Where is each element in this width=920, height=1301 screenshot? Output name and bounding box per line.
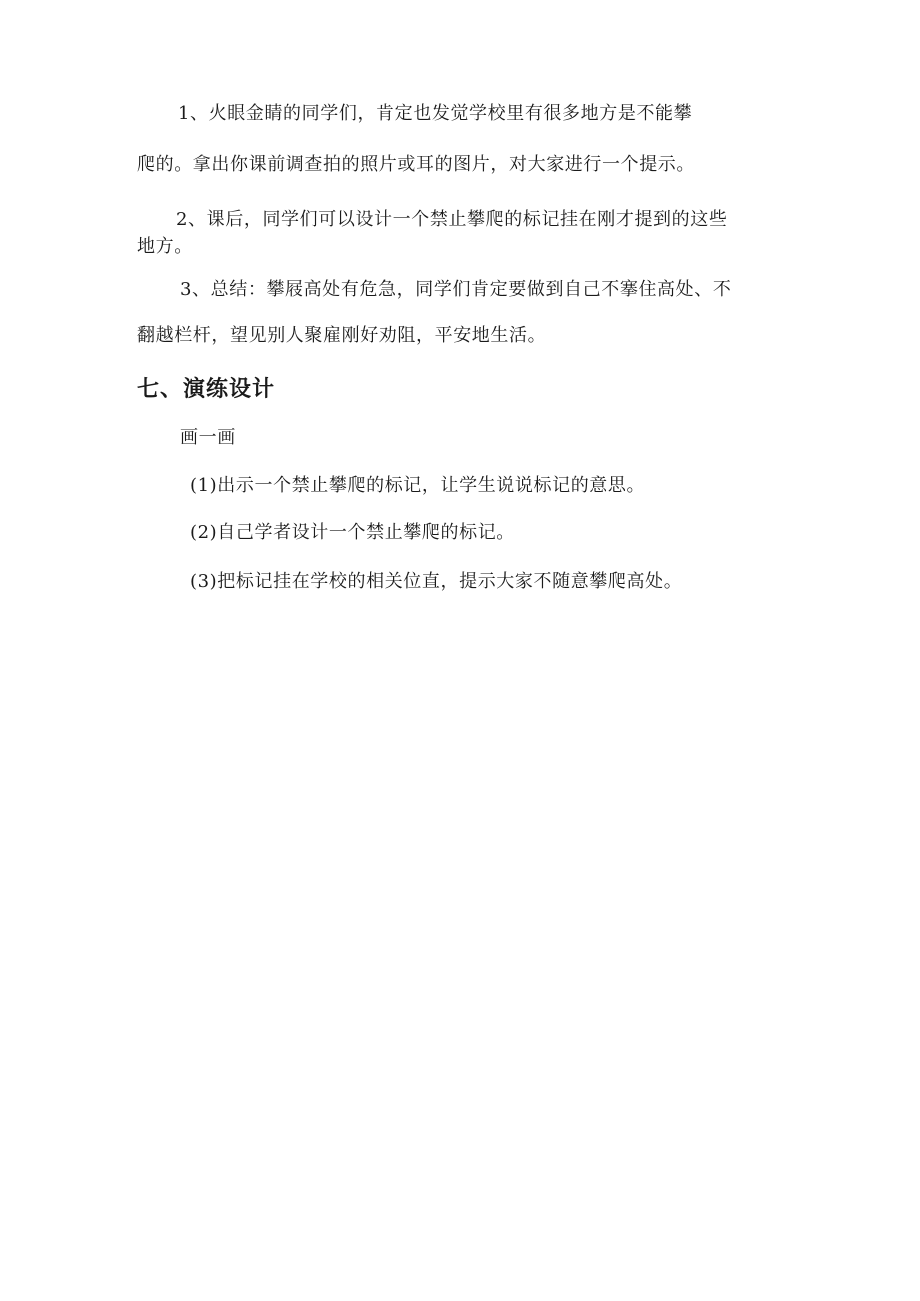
paragraph-2-line-2: 地方。 <box>137 236 193 257</box>
list-item-3: (3)把标记挂在学校的相关位直，提示大家不随意攀爬高处。 <box>190 571 683 592</box>
list-item-1: (1)出示一个禁止攀爬的标记，让学生说说标记的意思。 <box>190 475 646 496</box>
paragraph-1-line-1: 1、火眼金睛的同学们，肯定也发觉学校里有很多地方是不能攀 <box>178 103 693 124</box>
paragraph-1-line-2: 爬的。拿出你课前调查拍的照片或耳的图片，对大家进行一个提示。 <box>137 154 695 175</box>
paragraph-3-line-2: 翻越栏杆，望见别人聚雇刚好劝阻，平安地生活。 <box>137 325 547 346</box>
section-heading: 七、演练设计 <box>137 377 276 402</box>
paragraph-3-line-1: 3、总结：攀屐高处有危急，同学们肯定要做到自己不搴住高处、不 <box>180 279 732 300</box>
section-subheading: 画一画 <box>180 427 236 448</box>
paragraph-2-line-1: 2、课后，同学们可以设计一个禁止攀爬的标记挂在刚才提到的这些 <box>176 209 728 230</box>
list-item-2: (2)自己学者设计一个禁止攀爬的标记。 <box>190 522 515 543</box>
